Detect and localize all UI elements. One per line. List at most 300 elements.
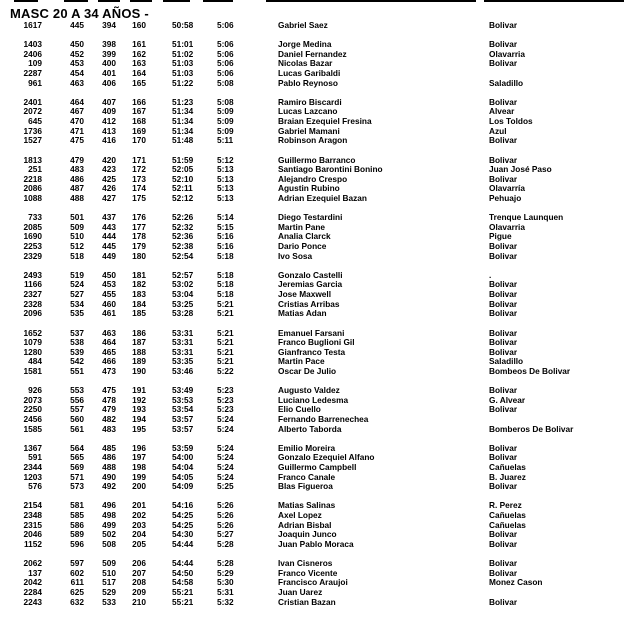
time-cell: 53:53 xyxy=(172,394,194,405)
general-position-cell: 537 xyxy=(70,327,84,338)
general-position-cell: 596 xyxy=(70,538,84,549)
pace-cell: 5:28 xyxy=(217,538,234,549)
gender-position-cell: 466 xyxy=(102,356,116,367)
gender-position-cell: 499 xyxy=(102,519,116,530)
bib-cell: 251 xyxy=(28,164,42,175)
runner-name-cell: Cristias Arribas xyxy=(278,298,340,309)
time-cell: 52:32 xyxy=(172,221,194,232)
pace-cell: 5:26 xyxy=(217,510,234,521)
pace-cell: 5:18 xyxy=(217,279,234,290)
gender-position-cell: 399 xyxy=(102,48,116,59)
bib-cell: 576 xyxy=(28,481,42,492)
category-position-cell: 160 xyxy=(132,20,146,30)
pace-cell: 5:13 xyxy=(217,183,234,194)
general-position-cell: 467 xyxy=(70,106,84,117)
time-cell: 53:49 xyxy=(172,385,194,396)
category-position-cell: 189 xyxy=(132,356,146,367)
gender-position-cell: 449 xyxy=(102,250,116,261)
table-row xyxy=(0,21,634,31)
time-cell: 52:05 xyxy=(172,164,194,175)
table-row xyxy=(0,482,634,492)
bib-cell: 1152 xyxy=(24,538,42,549)
runner-name-cell: Jose Maxwell xyxy=(278,289,332,300)
category-position-cell: 210 xyxy=(132,596,146,607)
runner-name-cell: Juan Pablo Moraca xyxy=(278,538,354,549)
category-position-cell: 186 xyxy=(132,327,146,338)
general-position-cell: 501 xyxy=(70,212,84,223)
gender-position-cell: 508 xyxy=(102,538,116,549)
city-cell: Bolivar xyxy=(489,58,518,69)
runner-name-cell: Alejandro Crespo xyxy=(278,173,348,184)
runner-name-cell: Ivan Cisneros xyxy=(278,558,333,569)
category-position-cell: 205 xyxy=(132,538,146,549)
general-position-cell: 632 xyxy=(70,596,84,607)
gender-position-cell: 413 xyxy=(102,125,116,136)
runner-name-cell: Gonzalo Castelli xyxy=(278,269,343,280)
time-cell: 53:46 xyxy=(172,365,194,376)
time-cell: 53:54 xyxy=(172,404,194,415)
city-cell: G. Alvear xyxy=(489,394,526,405)
category-position-cell: 204 xyxy=(132,529,146,540)
runner-name-cell: Axel Lopez xyxy=(278,510,322,521)
runner-name-cell: Gabriel Mamani xyxy=(278,125,340,136)
time-cell: 52:12 xyxy=(172,192,194,203)
general-position-cell: 486 xyxy=(70,173,84,184)
general-position-cell: 519 xyxy=(70,269,84,280)
runner-name-cell: Oscar De Julio xyxy=(278,365,337,376)
bib-cell: 2085 xyxy=(23,221,42,232)
time-cell: 54:25 xyxy=(172,519,194,530)
runner-name-cell: Lucas Lazcano xyxy=(278,106,338,117)
city-cell: Trenque Launquen xyxy=(489,212,564,223)
bib-cell: 645 xyxy=(28,116,42,127)
runner-name-cell: Martin Pane xyxy=(278,221,326,232)
city-cell: Bolivar xyxy=(489,452,518,463)
city-cell: Bolivar xyxy=(489,241,518,252)
bib-cell: 2284 xyxy=(23,586,42,597)
runner-name-cell: Fernando Barrenechea xyxy=(278,413,369,424)
table-row xyxy=(0,367,634,377)
runner-name-cell: Agustin Rubino xyxy=(278,183,340,194)
gender-position-cell: 420 xyxy=(102,154,116,165)
city-cell: R. Perez xyxy=(489,500,522,511)
runner-name-cell: Adrian Bisbal xyxy=(278,519,332,530)
pace-cell: 5:21 xyxy=(217,308,234,319)
bib-cell: 591 xyxy=(28,452,42,463)
pace-cell: 5:18 xyxy=(217,250,234,261)
table-row xyxy=(0,540,634,550)
general-position-cell: 488 xyxy=(70,192,84,203)
bib-cell: 2253 xyxy=(23,241,42,252)
city-cell: Bolivar xyxy=(489,154,518,165)
bib-cell: 2243 xyxy=(23,596,42,607)
time-cell: 52:57 xyxy=(172,269,194,280)
general-position-cell: 471 xyxy=(70,125,84,136)
runner-name-cell: Diego Testardini xyxy=(278,212,343,223)
gender-position-cell: 502 xyxy=(102,529,116,540)
general-position-cell: 585 xyxy=(70,510,84,521)
general-position-cell: 560 xyxy=(70,413,84,424)
pace-cell: 5:21 xyxy=(217,337,234,348)
table-row xyxy=(0,252,634,262)
category-position-cell: 190 xyxy=(132,365,146,376)
runner-name-cell: Ramiro Biscardi xyxy=(278,96,342,107)
city-cell: Bolivar xyxy=(489,385,518,396)
general-position-cell: 534 xyxy=(70,298,84,309)
category-position-cell: 208 xyxy=(132,577,146,588)
time-cell: 53:57 xyxy=(172,423,194,434)
time-cell: 53:31 xyxy=(172,346,194,357)
runner-name-cell: Matias Adan xyxy=(278,308,327,319)
category-position-cell: 202 xyxy=(132,510,146,521)
runner-name-cell: Daniel Fernandez xyxy=(278,48,347,59)
pace-cell: 5:23 xyxy=(217,394,234,405)
bib-cell: 1652 xyxy=(23,327,42,338)
category-position-cell: 191 xyxy=(132,385,146,396)
pace-cell: 5:27 xyxy=(217,529,234,540)
bib-cell: 2406 xyxy=(23,48,42,59)
general-position-cell: 581 xyxy=(70,500,84,511)
general-position-cell: 553 xyxy=(70,385,84,396)
runner-name-cell: Pablo Reynoso xyxy=(278,77,338,88)
runner-name-cell: Analia Clarck xyxy=(278,231,331,242)
category-position-cell: 175 xyxy=(132,192,146,203)
pace-cell: 5:06 xyxy=(217,48,234,59)
bib-cell: 1403 xyxy=(23,39,42,50)
general-position-cell: 535 xyxy=(70,308,84,319)
general-position-cell: 527 xyxy=(70,289,84,300)
category-position-cell: 196 xyxy=(132,442,146,453)
gender-position-cell: 486 xyxy=(102,452,116,463)
pace-cell: 5:06 xyxy=(217,20,234,30)
time-cell: 53:35 xyxy=(172,356,194,367)
pace-cell: 5:22 xyxy=(217,365,234,376)
general-position-cell: 464 xyxy=(70,96,84,107)
time-cell: 54:58 xyxy=(172,577,194,588)
general-position-cell: 571 xyxy=(70,471,84,482)
time-cell: 52:36 xyxy=(172,231,194,242)
runner-name-cell: Nicolas Bazar xyxy=(278,58,333,69)
pace-cell: 5:13 xyxy=(217,164,234,175)
time-cell: 51:48 xyxy=(172,135,194,146)
general-position-cell: 475 xyxy=(70,135,84,146)
gender-position-cell: 398 xyxy=(102,39,116,50)
category-position-cell: 176 xyxy=(132,212,146,223)
city-cell: Bolivar xyxy=(489,596,518,607)
time-cell: 52:54 xyxy=(172,250,194,261)
bib-cell: 2218 xyxy=(23,173,42,184)
pace-cell: 5:24 xyxy=(217,423,234,434)
general-position-cell: 589 xyxy=(70,529,84,540)
bib-cell: 1736 xyxy=(23,125,42,136)
time-cell: 54:04 xyxy=(172,462,194,473)
bib-cell: 1617 xyxy=(23,20,42,30)
category-position-cell: 177 xyxy=(132,221,146,232)
bib-cell: 2328 xyxy=(23,298,42,309)
gender-position-cell: 425 xyxy=(102,173,116,184)
bib-cell: 2327 xyxy=(23,289,42,300)
header-rule-name xyxy=(266,0,476,2)
city-cell: . xyxy=(489,269,492,280)
category-position-cell: 185 xyxy=(132,308,146,319)
city-cell: Bolivar xyxy=(489,567,518,578)
time-cell: 55:21 xyxy=(172,586,194,597)
gender-position-cell: 400 xyxy=(102,58,116,69)
city-cell: Olavarría xyxy=(489,183,525,194)
gender-position-cell: 401 xyxy=(102,68,116,79)
city-cell: Bolivar xyxy=(489,173,518,184)
pace-cell: 5:23 xyxy=(217,404,234,415)
category-position-cell: 162 xyxy=(132,48,146,59)
runner-name-cell: Cristian Bazan xyxy=(278,596,336,607)
bib-cell: 2072 xyxy=(23,106,42,117)
time-cell: 54:30 xyxy=(172,529,194,540)
city-cell: Bolivar xyxy=(489,442,518,453)
pace-cell: 5:15 xyxy=(217,221,234,232)
pace-cell: 5:21 xyxy=(217,298,234,309)
results-table xyxy=(0,21,634,607)
category-position-cell: 161 xyxy=(132,39,146,50)
category-position-cell: 173 xyxy=(132,173,146,184)
city-cell: Bolivar xyxy=(489,337,518,348)
gender-position-cell: 483 xyxy=(102,423,116,434)
bib-cell: 2401 xyxy=(23,96,42,107)
gender-position-cell: 409 xyxy=(102,106,116,117)
city-cell: Bolivar xyxy=(489,289,518,300)
time-cell: 54:00 xyxy=(172,452,194,463)
table-row xyxy=(0,598,634,608)
bib-cell: 2329 xyxy=(23,250,42,261)
general-position-cell: 454 xyxy=(70,68,84,79)
runner-name-cell: Jeremias Garcia xyxy=(278,279,343,290)
time-cell: 51:02 xyxy=(172,48,194,59)
city-cell: Azul xyxy=(489,125,507,136)
pace-cell: 5:24 xyxy=(217,471,234,482)
gender-position-cell: 427 xyxy=(102,192,116,203)
runner-name-cell: Martin Pace xyxy=(278,356,325,367)
category-position-cell: 187 xyxy=(132,337,146,348)
category-position-cell: 172 xyxy=(132,164,146,175)
runner-name-cell: Matias Salinas xyxy=(278,500,336,511)
city-cell: Bolivar xyxy=(489,135,518,146)
city-cell: Bolivar xyxy=(489,279,518,290)
time-cell: 52:38 xyxy=(172,241,194,252)
pace-cell: 5:21 xyxy=(217,327,234,338)
category-position-cell: 179 xyxy=(132,241,146,252)
category-position-cell: 168 xyxy=(132,116,146,127)
table-row xyxy=(0,242,634,252)
pace-cell: 5:11 xyxy=(217,135,234,146)
pace-cell: 5:21 xyxy=(217,346,234,357)
gender-position-cell: 455 xyxy=(102,289,116,300)
pace-cell: 5:26 xyxy=(217,500,234,511)
runner-name-cell: Juan Uarez xyxy=(278,586,323,597)
pace-cell: 5:13 xyxy=(217,192,234,203)
gender-position-cell: 463 xyxy=(102,327,116,338)
runner-name-cell: Blas Figueroa xyxy=(278,481,333,492)
general-position-cell: 597 xyxy=(70,558,84,569)
general-position-cell: 518 xyxy=(70,250,84,261)
general-position-cell: 551 xyxy=(70,365,84,376)
gender-position-cell: 416 xyxy=(102,135,116,146)
category-position-cell: 170 xyxy=(132,135,146,146)
pace-cell: 5:18 xyxy=(217,289,234,300)
time-cell: 53:57 xyxy=(172,413,194,424)
city-cell: Bolivar xyxy=(489,39,518,50)
city-cell: Bolivar xyxy=(489,298,518,309)
gender-position-cell: 444 xyxy=(102,231,116,242)
header-rule-general xyxy=(64,0,88,2)
pace-cell: 5:25 xyxy=(217,481,234,492)
time-cell: 51:22 xyxy=(172,77,194,88)
category-position-cell: 192 xyxy=(132,394,146,405)
runner-name-cell: Joaquin Junco xyxy=(278,529,337,540)
runner-name-cell: Franco Vicente xyxy=(278,567,338,578)
general-position-cell: 450 xyxy=(70,39,84,50)
header-rule-category xyxy=(130,0,152,2)
bib-cell: 2344 xyxy=(23,462,42,473)
time-cell: 52:10 xyxy=(172,173,194,184)
bib-cell: 2062 xyxy=(23,558,42,569)
runner-name-cell: Guillermo Campbell xyxy=(278,462,357,473)
category-position-cell: 164 xyxy=(132,68,146,79)
city-cell: Cañuelas xyxy=(489,519,526,530)
general-position-cell: 561 xyxy=(70,423,84,434)
category-position-cell: 200 xyxy=(132,481,146,492)
gender-position-cell: 478 xyxy=(102,394,116,405)
general-position-cell: 557 xyxy=(70,404,84,415)
general-position-cell: 445 xyxy=(70,20,84,30)
city-cell: Bomberos De Bolivar xyxy=(489,423,574,434)
pace-cell: 5:16 xyxy=(217,231,234,242)
time-cell: 54:09 xyxy=(172,481,194,492)
gender-position-cell: 482 xyxy=(102,413,116,424)
time-cell: 54:50 xyxy=(172,567,194,578)
general-position-cell: 564 xyxy=(70,442,84,453)
bib-cell: 1079 xyxy=(23,337,42,348)
pace-cell: 5:08 xyxy=(217,77,234,88)
pace-cell: 5:24 xyxy=(217,413,234,424)
gender-position-cell: 443 xyxy=(102,221,116,232)
pace-cell: 5:12 xyxy=(217,154,234,165)
gender-position-cell: 412 xyxy=(102,116,116,127)
time-cell: 53:28 xyxy=(172,308,194,319)
table-row xyxy=(0,425,634,435)
category-position-cell: 183 xyxy=(132,289,146,300)
pace-cell: 5:30 xyxy=(217,577,234,588)
bib-cell: 2154 xyxy=(23,500,42,511)
table-row xyxy=(0,309,634,319)
city-cell: Bolivar xyxy=(489,327,518,338)
category-position-cell: 182 xyxy=(132,279,146,290)
general-position-cell: 542 xyxy=(70,356,84,367)
gender-position-cell: 460 xyxy=(102,298,116,309)
city-cell: Bolivar xyxy=(489,529,518,540)
general-position-cell: 573 xyxy=(70,481,84,492)
bib-cell: 1203 xyxy=(23,471,42,482)
header-rule-time xyxy=(163,0,190,2)
pace-cell: 5:09 xyxy=(217,116,234,127)
city-cell: Bolivar xyxy=(489,481,518,492)
general-position-cell: 509 xyxy=(70,221,84,232)
table-row xyxy=(0,79,634,89)
runner-name-cell: Robinson Aragon xyxy=(278,135,348,146)
city-cell: Olavarria xyxy=(489,221,525,232)
category-position-cell: 180 xyxy=(132,250,146,261)
general-position-cell: 453 xyxy=(70,58,84,69)
gender-position-cell: 496 xyxy=(102,500,116,511)
category-position-cell: 197 xyxy=(132,452,146,463)
category-position-cell: 169 xyxy=(132,125,146,136)
gender-position-cell: 485 xyxy=(102,442,116,453)
runner-name-cell: Alberto Taborda xyxy=(278,423,342,434)
gender-position-cell: 533 xyxy=(102,596,116,607)
time-cell: 51:01 xyxy=(172,39,194,50)
runner-name-cell: Franco Canale xyxy=(278,471,336,482)
pace-cell: 5:23 xyxy=(217,385,234,396)
time-cell: 51:34 xyxy=(172,116,194,127)
city-cell: Pigue xyxy=(489,231,512,242)
general-position-cell: 470 xyxy=(70,116,84,127)
bib-cell: 1166 xyxy=(24,279,42,290)
gender-position-cell: 490 xyxy=(102,471,116,482)
runner-name-cell: Guillermo Barranco xyxy=(278,154,356,165)
category-position-cell: 199 xyxy=(132,471,146,482)
general-position-cell: 512 xyxy=(70,241,84,252)
time-cell: 53:31 xyxy=(172,337,194,348)
category-position-cell: 178 xyxy=(132,231,146,242)
time-cell: 50:58 xyxy=(172,20,194,30)
runner-name-cell: Ivo Sosa xyxy=(278,250,313,261)
pace-cell: 5:24 xyxy=(217,442,234,453)
gender-position-cell: 394 xyxy=(102,20,116,30)
gender-position-cell: 453 xyxy=(102,279,116,290)
city-cell: Bolivar xyxy=(489,96,518,107)
runner-name-cell: Emanuel Farsani xyxy=(278,327,345,338)
bib-cell: 2493 xyxy=(23,269,42,280)
city-cell: Bolivar xyxy=(489,250,518,261)
time-cell: 55:21 xyxy=(172,596,194,607)
city-cell: Cañuelas xyxy=(489,462,526,473)
category-position-cell: 203 xyxy=(132,519,146,530)
pace-cell: 5:09 xyxy=(217,125,234,136)
bib-cell: 2315 xyxy=(23,519,42,530)
time-cell: 54:05 xyxy=(172,471,194,482)
bib-cell: 109 xyxy=(28,58,42,69)
runner-name-cell: Francisco Araujoi xyxy=(278,577,348,588)
bib-cell: 1690 xyxy=(23,231,42,242)
runner-name-cell: Elio Cuello xyxy=(278,404,321,415)
category-position-cell: 184 xyxy=(132,298,146,309)
runner-name-cell: Augusto Valdez xyxy=(278,385,340,396)
category-position-cell: 167 xyxy=(132,106,146,117)
table-row xyxy=(0,136,634,146)
pace-cell: 5:18 xyxy=(217,269,234,280)
pace-cell: 5:14 xyxy=(217,212,234,223)
general-position-cell: 487 xyxy=(70,183,84,194)
city-cell: Saladillo xyxy=(489,77,524,88)
time-cell: 53:02 xyxy=(172,279,194,290)
table-row xyxy=(0,194,634,204)
runner-name-cell: Adrian Ezequiel Bazan xyxy=(278,192,367,203)
category-position-cell: 206 xyxy=(132,558,146,569)
city-cell: Monez Cason xyxy=(489,577,543,588)
city-cell: Los Toldos xyxy=(489,116,533,127)
time-cell: 53:59 xyxy=(172,442,194,453)
category-position-cell: 166 xyxy=(132,96,146,107)
time-cell: 53:04 xyxy=(172,289,194,300)
pace-cell: 5:09 xyxy=(217,106,234,117)
